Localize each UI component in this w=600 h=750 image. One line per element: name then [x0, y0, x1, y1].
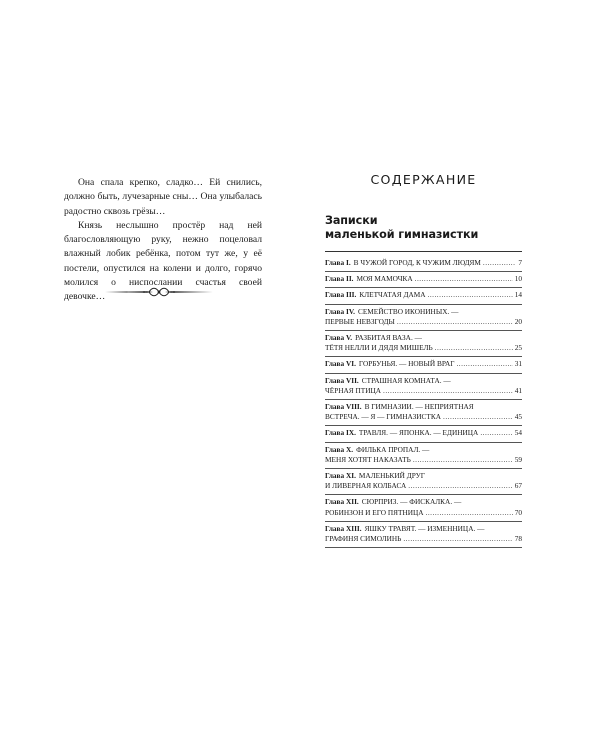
page-number: 7 — [518, 258, 522, 267]
toc-entry — [325, 426, 522, 442]
toc-line — [325, 508, 522, 518]
toc-entry — [325, 305, 522, 331]
dot-leader — [435, 343, 513, 353]
chapter-title: ГОРБУНЬЯ. — НОВЫЙ ВРАГ — [358, 359, 455, 369]
page-number: 20 — [514, 316, 522, 326]
chapter-title: МОЯ МАМОЧКА — [356, 274, 413, 284]
toc-entry — [325, 331, 522, 357]
chapter-title: МЕНЯ ХОТЯТ НАКАЗАТЬ — [325, 454, 411, 464]
table-of-contents — [325, 172, 522, 548]
chapter-title: В ЧУЖОЙ ГОРОД, К ЧУЖИМ ЛЮДЯМ — [353, 258, 481, 267]
toc-entry — [325, 443, 522, 469]
toc-entry — [325, 400, 522, 426]
toc-line — [325, 445, 522, 455]
toc-line — [325, 317, 522, 327]
toc-entry — [325, 374, 522, 400]
dot-leader — [413, 455, 513, 465]
dot-leader — [383, 386, 513, 396]
toc-line — [325, 359, 522, 369]
chapter-title: ФИЛЬКА ПРОПАЛ. — — [356, 444, 430, 454]
dot-leader — [426, 508, 513, 518]
toc-line — [325, 534, 522, 544]
chapter-title: ВСТРЕЧА. — Я — ГИМНАЗИСТКА — [325, 412, 442, 422]
dot-leader — [415, 274, 513, 284]
toc-line — [325, 258, 522, 268]
toc-line — [325, 274, 522, 284]
dot-leader — [480, 428, 512, 438]
toc-entry — [325, 469, 522, 495]
toc-line — [325, 333, 522, 343]
page-number: 45 — [514, 412, 522, 422]
page-number: 41 — [514, 385, 522, 395]
chapter-title: ПЕРВЫЕ НЕВЗГОДЫ — [325, 316, 395, 326]
toc-line — [325, 455, 522, 465]
toc-line — [325, 428, 522, 438]
toc-line — [325, 402, 522, 412]
dot-leader — [428, 290, 513, 300]
chapter-number: Глава XII. — [325, 497, 359, 507]
dot-leader — [456, 359, 512, 369]
chapter-title: СТРАШНАЯ КОМНАТА. — — [361, 375, 451, 385]
dot-leader — [408, 481, 512, 491]
toc-line — [325, 290, 522, 300]
chapter-title: РОБИНЗОН И ЕГО ПЯТНИЦА — [325, 507, 424, 517]
page-number: 67 — [514, 481, 522, 491]
page-number: 59 — [514, 454, 522, 464]
page-number: 31 — [514, 359, 522, 369]
paragraph: Она спала крепко, сладко… Ей снились, должно быть, лучезарные сны… Она улыбалась радостно сквозь грёзы… — [64, 177, 262, 217]
toc-entry — [325, 357, 522, 373]
toc-list — [325, 256, 522, 548]
chapter-title: И ЛИВЕРНАЯ КОЛБАСА — [325, 481, 407, 491]
dot-leader — [483, 258, 516, 268]
toc-line — [325, 412, 522, 422]
chapter-number: Глава VII. — [325, 375, 359, 385]
chapter-title: В ГИМНАЗИИ. — НЕПРИЯТНАЯ — [364, 402, 474, 412]
chapter-number: Глава VIII. — [325, 402, 362, 412]
toc-line — [325, 307, 522, 317]
section-title: Записки маленькой гимназистки — [325, 214, 479, 241]
chapter-title: ТРАВЛЯ. — ЯПОНКА. — ЕДИНИЦА — [358, 428, 479, 438]
toc-entry — [325, 256, 522, 272]
chapter-number: Глава IV. — [325, 306, 355, 316]
page-number: 54 — [514, 428, 522, 438]
dot-leader — [403, 534, 512, 544]
ornament-divider-icon — [103, 286, 215, 298]
page-number: 78 — [514, 534, 522, 544]
chapter-number: Глава VI. — [325, 359, 356, 369]
chapter-number: Глава III. — [325, 290, 357, 300]
toc-entry — [325, 272, 522, 288]
toc-line — [325, 481, 522, 491]
toc-line — [325, 471, 522, 481]
toc-line — [325, 386, 522, 396]
chapter-title: РАЗБИТАЯ ВАЗА. — — [355, 333, 422, 343]
chapter-title: ЯШКУ ТРАВЯТ. — ИЗМЕННИЦА. — — [364, 523, 485, 533]
chapter-title: МАЛЕНЬКИЙ ДРУГ — [358, 471, 426, 481]
chapter-number: Глава X. — [325, 444, 354, 454]
toc-line — [325, 524, 522, 534]
toc-entry — [325, 495, 522, 521]
toc-title: СОДЕРЖАНИЕ — [370, 172, 477, 187]
page-number: 70 — [514, 507, 522, 517]
page-number: 25 — [514, 343, 522, 353]
dot-leader — [397, 317, 513, 327]
chapter-number: Глава XI. — [325, 471, 356, 481]
divider — [325, 251, 522, 252]
toc-entry — [325, 288, 522, 304]
chapter-title: ЧЁРНАЯ ПТИЦА — [325, 385, 382, 395]
page-number: 14 — [514, 290, 522, 300]
chapter-title: СЕМЕЙСТВО ИКОНИНЫХ. — — [357, 306, 459, 316]
chapter-title: ТЁТЯ НЕЛЛИ И ДЯДЯ МИШЕЛЬ — [325, 343, 433, 353]
paragraph: Князь неслышно простёр над ней благословляющую руку, нежно поцеловал влажный лобик ребёнка, потом тут же, у её постели, опустился на колени и долго, горячо молился о ниспослании счастья своей девочке… — [64, 219, 262, 303]
page-number: 10 — [514, 274, 522, 284]
chapter-number: Глава XIII. — [325, 523, 362, 533]
chapter-title: ГРАФИНЯ СИМОЛИНЬ — [325, 534, 402, 544]
chapter-number: Глава V. — [325, 333, 353, 343]
chapter-title: КЛЕТЧАТАЯ ДАМА — [359, 290, 426, 300]
chapter-number: Глава IX. — [325, 428, 356, 438]
chapter-number: Глава II. — [325, 274, 354, 284]
toc-entry — [325, 522, 522, 548]
toc-line — [325, 343, 522, 353]
toc-line — [325, 497, 522, 507]
chapter-title: СЮРПРИЗ. — ФИСКАЛКА. — — [361, 497, 462, 507]
toc-line — [325, 376, 522, 386]
dot-leader — [443, 412, 513, 422]
chapter-number: Глава I. — [325, 258, 351, 267]
